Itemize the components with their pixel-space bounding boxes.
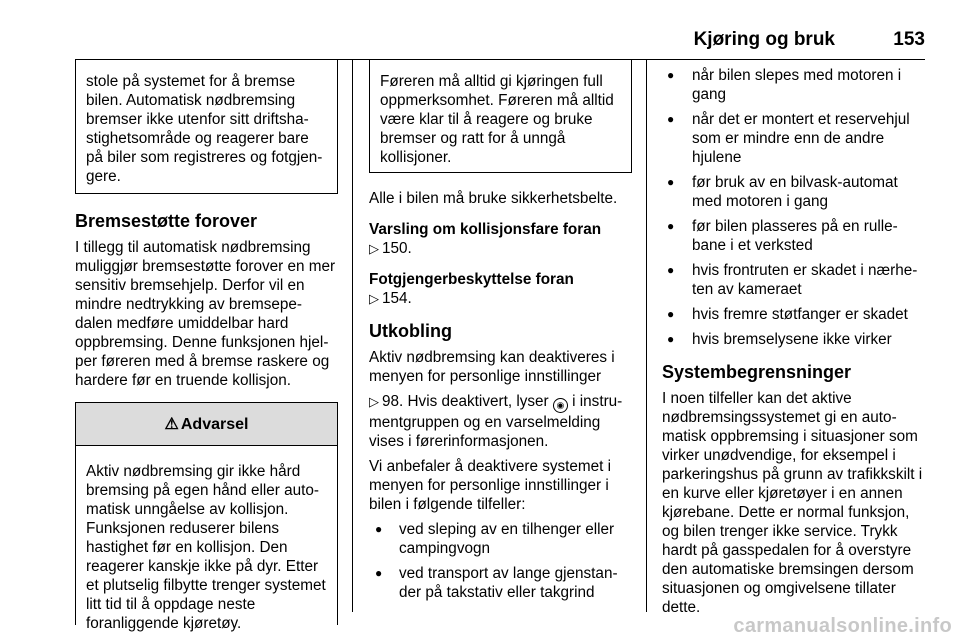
warning-box: [75, 402, 338, 632]
section-heading: Systembegrensninger: [662, 362, 852, 382]
chapter-title: Kjøring og bruk: [693, 29, 835, 50]
warning-header: [75, 402, 338, 446]
page-reference[interactable]: ▷ 150.: [369, 240, 412, 257]
warning-text: Aktiv nødbremsing gir ikke hård bremsing på egen hånd eller auto-matisk unngåelse av kollisjon. Funksjonen reduserer bilens hastighet før en kollisjon. Den reagerer kanskje ikke på dyr. Etter et plutselig filbytte trenger systemet litt tid til å oppdage neste foranliggende kjøretøy.: [86, 463, 326, 632]
list-item: ● før bruk av en bilvask-automat med motoren i gang: [662, 173, 925, 211]
page-reference[interactable]: ▷ 154.: [369, 290, 412, 307]
page-header: [75, 28, 925, 60]
page-reference[interactable]: 98. Hvis deaktivert, lyser: [382, 393, 549, 410]
list-item: ● ved sleping av en tilhenger eller campingvogn: [369, 520, 632, 558]
body-paragraph: I noen tilfeller kan det aktive nødbremsingssystemet gi en auto-matisk oppbremsing i situasjoner som virker unødvendige, for eksempel i parkeringshus på grunn av trafikkskilt i en kurve eller kjøretøyer i en annen kjørebane. Dette er normal funksjon, og bilen trenger ikke service. Trykk hardt på gasspedalen for å overstyre den automatiske bremsingen dersom situasjonen og omgivelsene tillater dette.: [662, 390, 923, 616]
list-item: ● når bilen slepes med motoren i gang: [662, 66, 925, 104]
body-paragraph: Aktiv nødbremsing kan deaktiveres i menyen for personlige innstillinger: [369, 349, 615, 385]
body-paragraph: Alle i bilen må bruke sikkerhetsbelte.: [369, 190, 618, 207]
page-number: 153: [893, 29, 925, 50]
notice-text: Føreren må alltid gi kjøringen full oppmerksomhet. Føreren må alltid være klar til å reagere og bruke bremser og ratt for å unngå kollisjoner.: [380, 73, 614, 166]
column-1: [75, 60, 338, 632]
body-paragraph: Vi anbefaler å deaktivere systemet i menyen for personlige innstillinger i bilen i følgende tilfeller:: [369, 458, 612, 513]
reference-arrow-icon: ▷: [369, 394, 379, 409]
warning-body: [75, 446, 338, 632]
list-item: ● hvis frontruten er skadet i nærhe-ten av kameraet: [662, 261, 925, 299]
section-heading: Bremsestøtte forover: [75, 211, 258, 231]
column-2: [369, 60, 632, 602]
list-item: ● før bilen plasseres på en rulle-bane i et verksted: [662, 217, 925, 255]
column-divider: [352, 60, 353, 612]
list-item: ● ved transport av lange gjenstan-der på takstativ eller takgrind: [369, 564, 632, 602]
warning-title: Advarsel: [180, 416, 249, 433]
body-paragraph: I tillegg til automatisk nødbremsing muliggjør bremsestøtte forover en mer sensitiv bremsehjelp. Derfor vil en mindre nedtrykking av bremsepe-dalen medføre umiddelbar hard oppbremsing. Denne funksjonen hjel-per føreren med å bremse raskere og hardere før en truende kollisjon.: [75, 239, 336, 389]
bullet-list: [369, 520, 632, 602]
list-item: ● hvis bremselysene ikke virker: [662, 330, 925, 349]
subheading: Fotgjengerbeskyttelse foran: [369, 271, 574, 288]
notice-box-continued: [75, 60, 338, 194]
reference-arrow-icon: ▷: [369, 291, 379, 306]
notice-box: [369, 60, 632, 173]
reference-arrow-icon: ▷: [369, 241, 379, 256]
watermark-text: carmanualsonline.info: [733, 615, 952, 637]
warning-triangle-icon: ⚠: [164, 416, 179, 433]
bullet-list: [662, 66, 925, 349]
column-3: [662, 60, 925, 617]
section-heading: Utkobling: [369, 321, 452, 341]
subheading: Varsling om kollisjonsfare foran: [369, 221, 602, 238]
column-divider: [646, 60, 647, 612]
brake-warning-lamp-icon: ◉: [553, 398, 568, 413]
list-item: ● når det er montert et reservehjul som er mindre enn de andre hjulene: [662, 110, 925, 167]
notice-text: stole på systemet for å bremse bilen. Automatisk nødbremsing bremser ikke utenfor sitt driftsha-stighetsområde og reagerer bare på biler som registreres og fotgjen-gere.: [86, 73, 323, 185]
body-paragraph: ▷ 98. Hvis deaktivert, lyser ◉ i instru-mentgruppen og en varselmelding vises i førerinformasjonen.: [369, 393, 623, 450]
list-item: ● hvis fremre støtfanger er skadet: [662, 305, 925, 324]
